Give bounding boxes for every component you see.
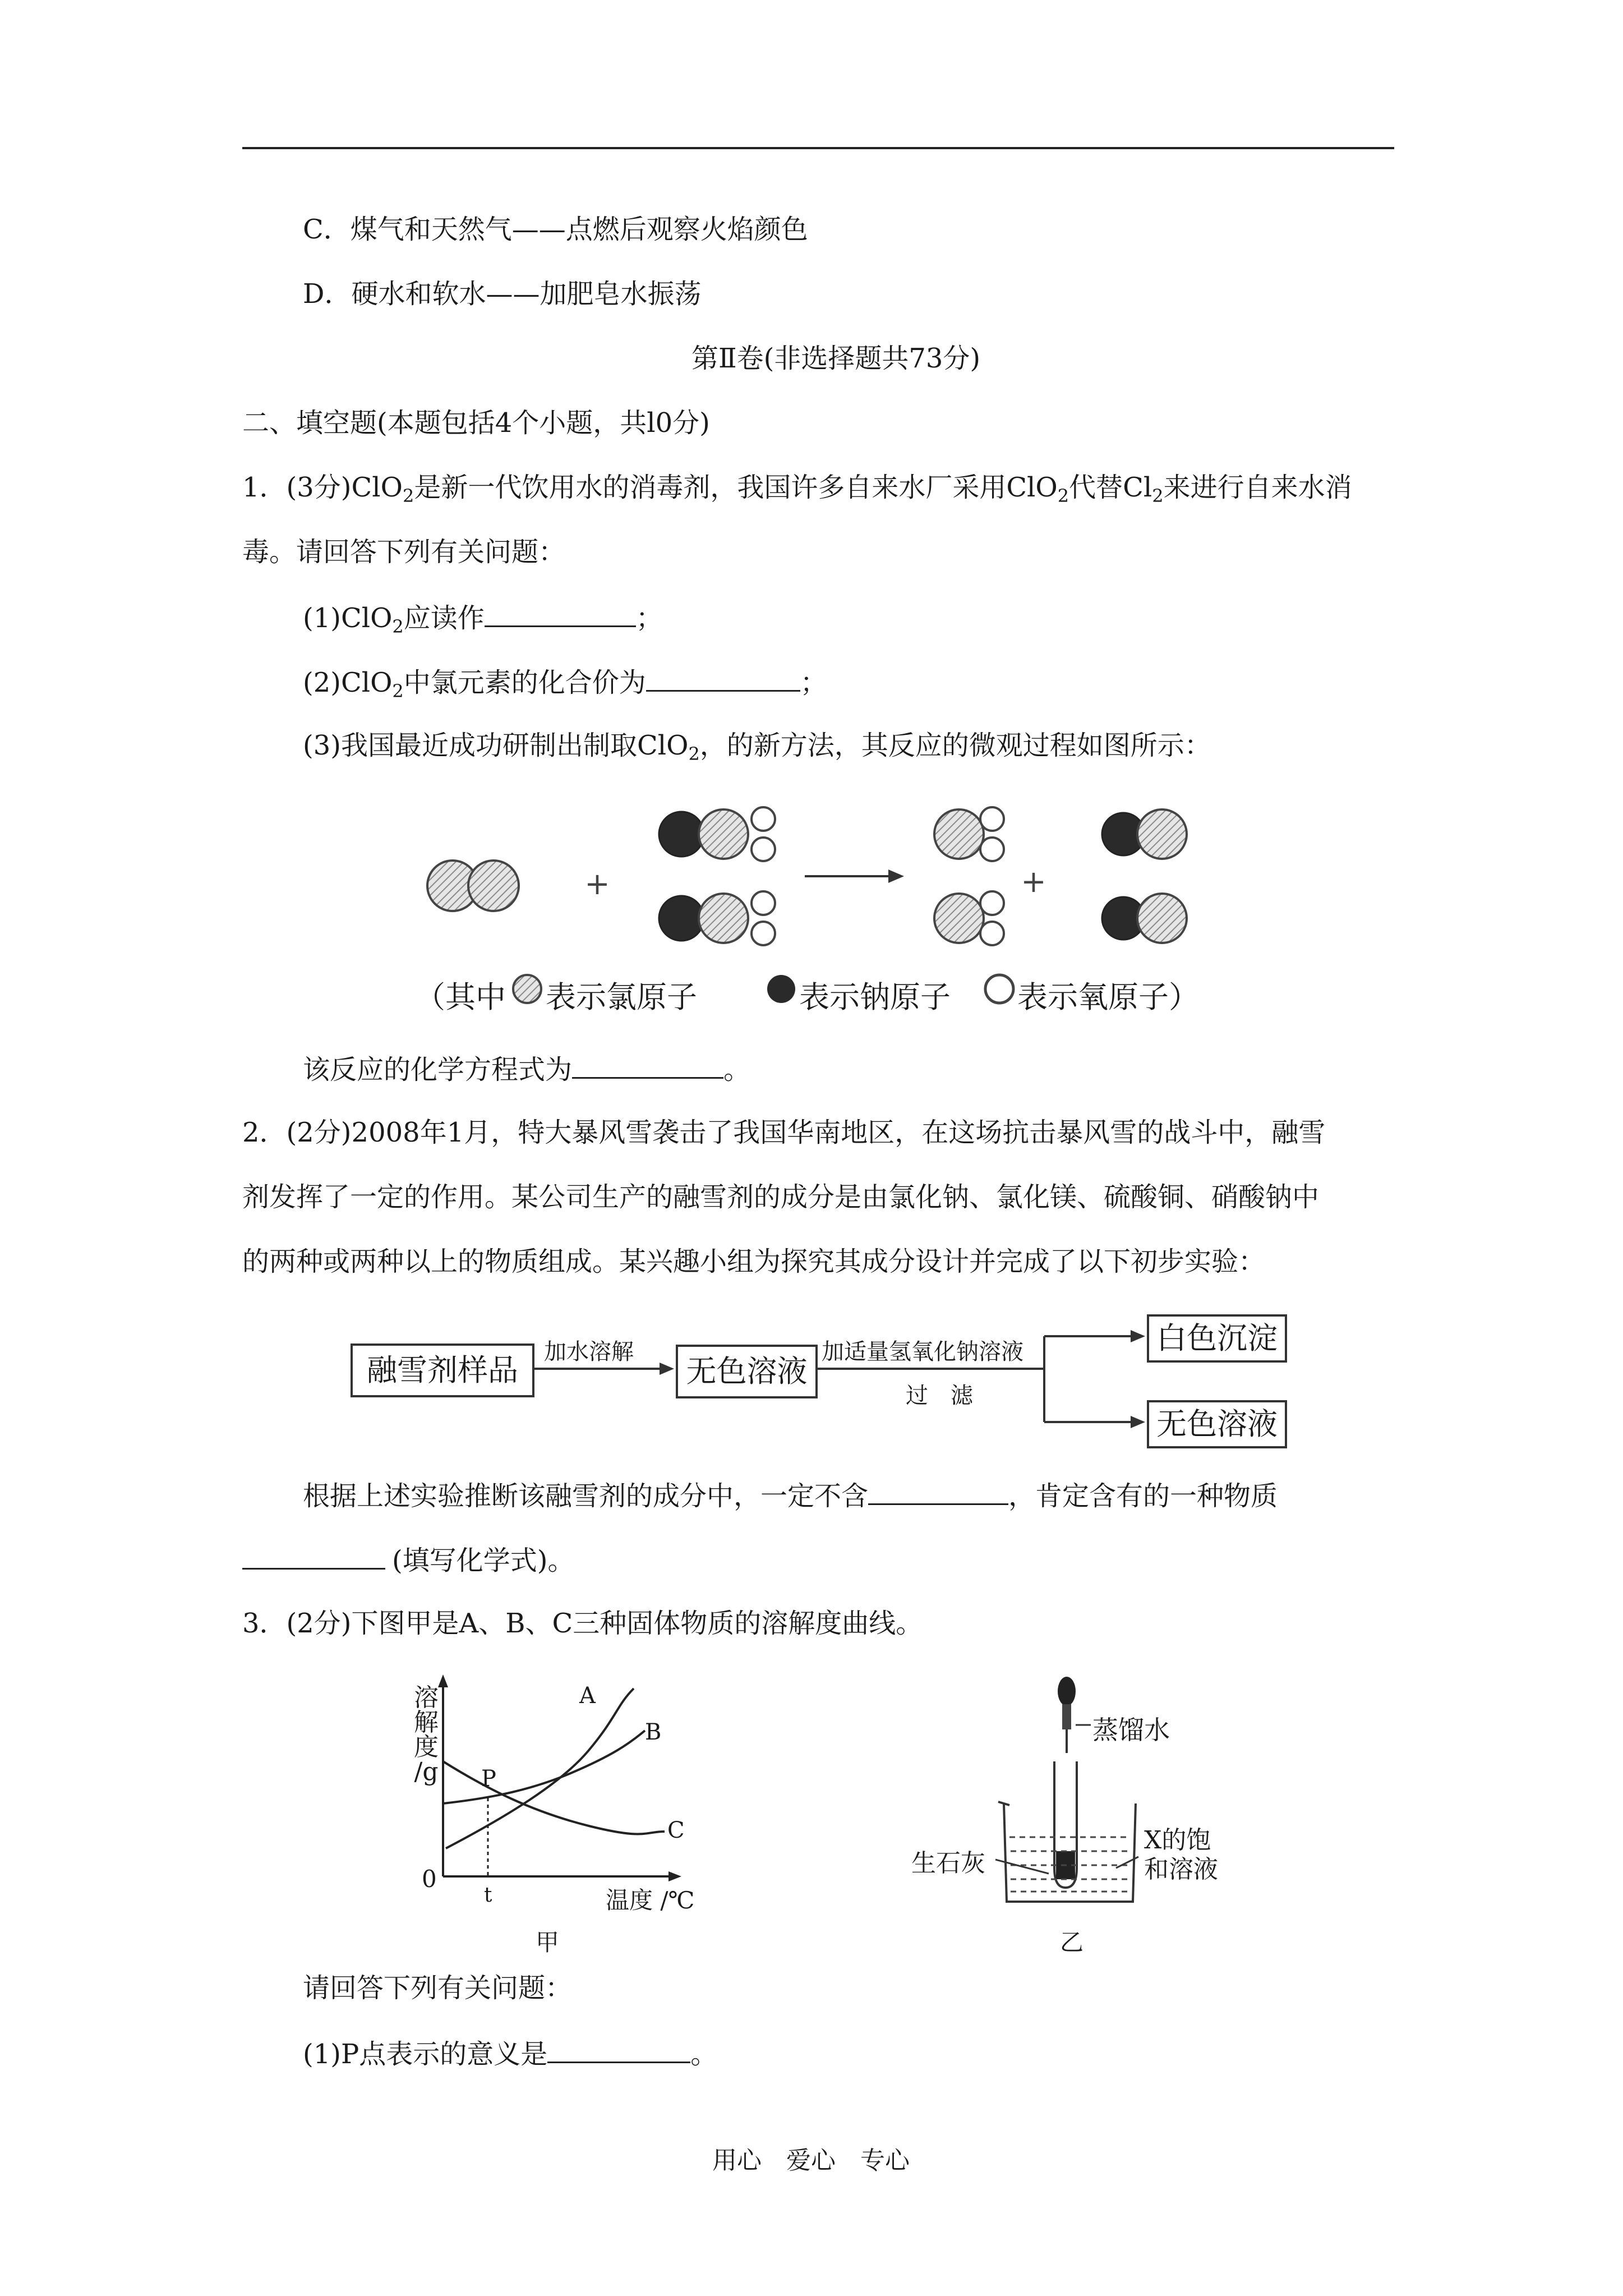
q1-line1: 1．(3分)ClO$_2$是新一代饮用水的消毒剂，我国许多自来水厂采用ClO$_2$代替$Cl_2$来进行自来水消 — [242, 472, 1352, 507]
p-label: P — [481, 1766, 496, 1792]
legend-open: （其中 — [415, 979, 506, 1015]
answer-blank[interactable] — [547, 2039, 690, 2063]
curve-c-label: C — [667, 1818, 685, 1843]
q2-line2: 剂发挥了一定的作用。某公司生产的融雪剂的成分是由氯化钠、氯化镁、硫酸铜、硝酸钠中 — [242, 1181, 1320, 1213]
saturated-solution-label: X的饱 和溶液 — [1144, 1826, 1218, 1884]
q2-answer-line2: (填写化学式)。 — [242, 1545, 574, 1574]
q3-prompt: 请回答下列有关问题： — [303, 1972, 573, 2004]
legend-sodium: 表示钠原子 — [799, 979, 951, 1015]
curve-b-label: B — [645, 1719, 662, 1745]
q2-line3: 的两种或两种以上的物质组成。某兴趣小组为探究其成分设计并完成了以下初步实验： — [242, 1246, 1266, 1277]
option-c: C．煤气和天然气——点燃后观察火焰颜色 — [303, 214, 808, 245]
q3-line1: 3．(2分)下图甲是A、B、C三种固体物质的溶解度曲线。 — [242, 1608, 923, 1639]
q1-sub1: (1)ClO$_2$应读作 ； — [303, 602, 663, 637]
flow-solution-box: 无色溶液 — [676, 1345, 818, 1398]
q3-sub1: (1)P点表示的意义是 。 — [303, 2039, 718, 2070]
flow-step2-sublabel: 过 滤 — [906, 1383, 973, 1409]
option-d: D．硬水和软水——加肥皂水振荡 — [303, 278, 702, 310]
part-two-heading: 二、填空题(本题包括4个小题，共l0分) — [242, 407, 710, 439]
q1-equation: 该反应的化学方程式为 。 — [303, 1054, 751, 1085]
legend-oxygen: 表示氧原子） — [1017, 979, 1199, 1015]
plus-sign: + — [584, 866, 610, 901]
t-label: t — [484, 1884, 492, 1907]
q2-answer-line1: 根据上述实验推断该融雪剂的成分中，一定不含 ，肯定含有的一种物质 — [303, 1480, 1278, 1512]
solubility-axis-label: 溶 解 度 /g — [414, 1683, 439, 1786]
section-title: 第Ⅱ卷(非选择题共73分) — [691, 343, 981, 374]
figure-jia-caption: 甲 — [536, 1929, 560, 1956]
distilled-water-label: 蒸馏水 — [1092, 1715, 1170, 1745]
curve-a-label: A — [579, 1683, 596, 1709]
flow-step2-label: 加适量氢氧化钠溶液 — [822, 1339, 1023, 1365]
plus-sign: + — [1021, 864, 1046, 899]
page-footer: 用心 爱心 专心 — [712, 2146, 910, 2175]
legend-chlorine: 表示氯原子 — [546, 979, 697, 1015]
quicklime-label: 生石灰 — [911, 1849, 985, 1878]
q1-line2: 毒。请回答下列有关问题： — [242, 536, 566, 568]
flow-sample-box: 融雪剂样品 — [351, 1343, 534, 1397]
flow-step1-label: 加水溶解 — [544, 1339, 634, 1365]
q1-sub2: (2)ClO$_2$中氯元素的化合价为 ； — [303, 667, 827, 702]
flow-filtrate-box: 无色溶液 — [1147, 1400, 1287, 1448]
q2-line1: 2．(2分)2008年1月，特大暴风雪袭击了我国华南地区，在这场抗击暴风雪的战斗中，融雪 — [242, 1117, 1326, 1148]
temperature-axis-label: 温度 /℃ — [606, 1887, 695, 1914]
figure-yi-caption: 乙 — [1060, 1929, 1084, 1956]
origin-label: 0 — [422, 1865, 437, 1893]
q1-sub3: (3)我国最近成功研制出制取ClO$_2$，的新方法，其反应的微观过程如图所示： — [303, 730, 1211, 765]
flow-precipitate-box: 白色沉淀 — [1147, 1314, 1287, 1363]
